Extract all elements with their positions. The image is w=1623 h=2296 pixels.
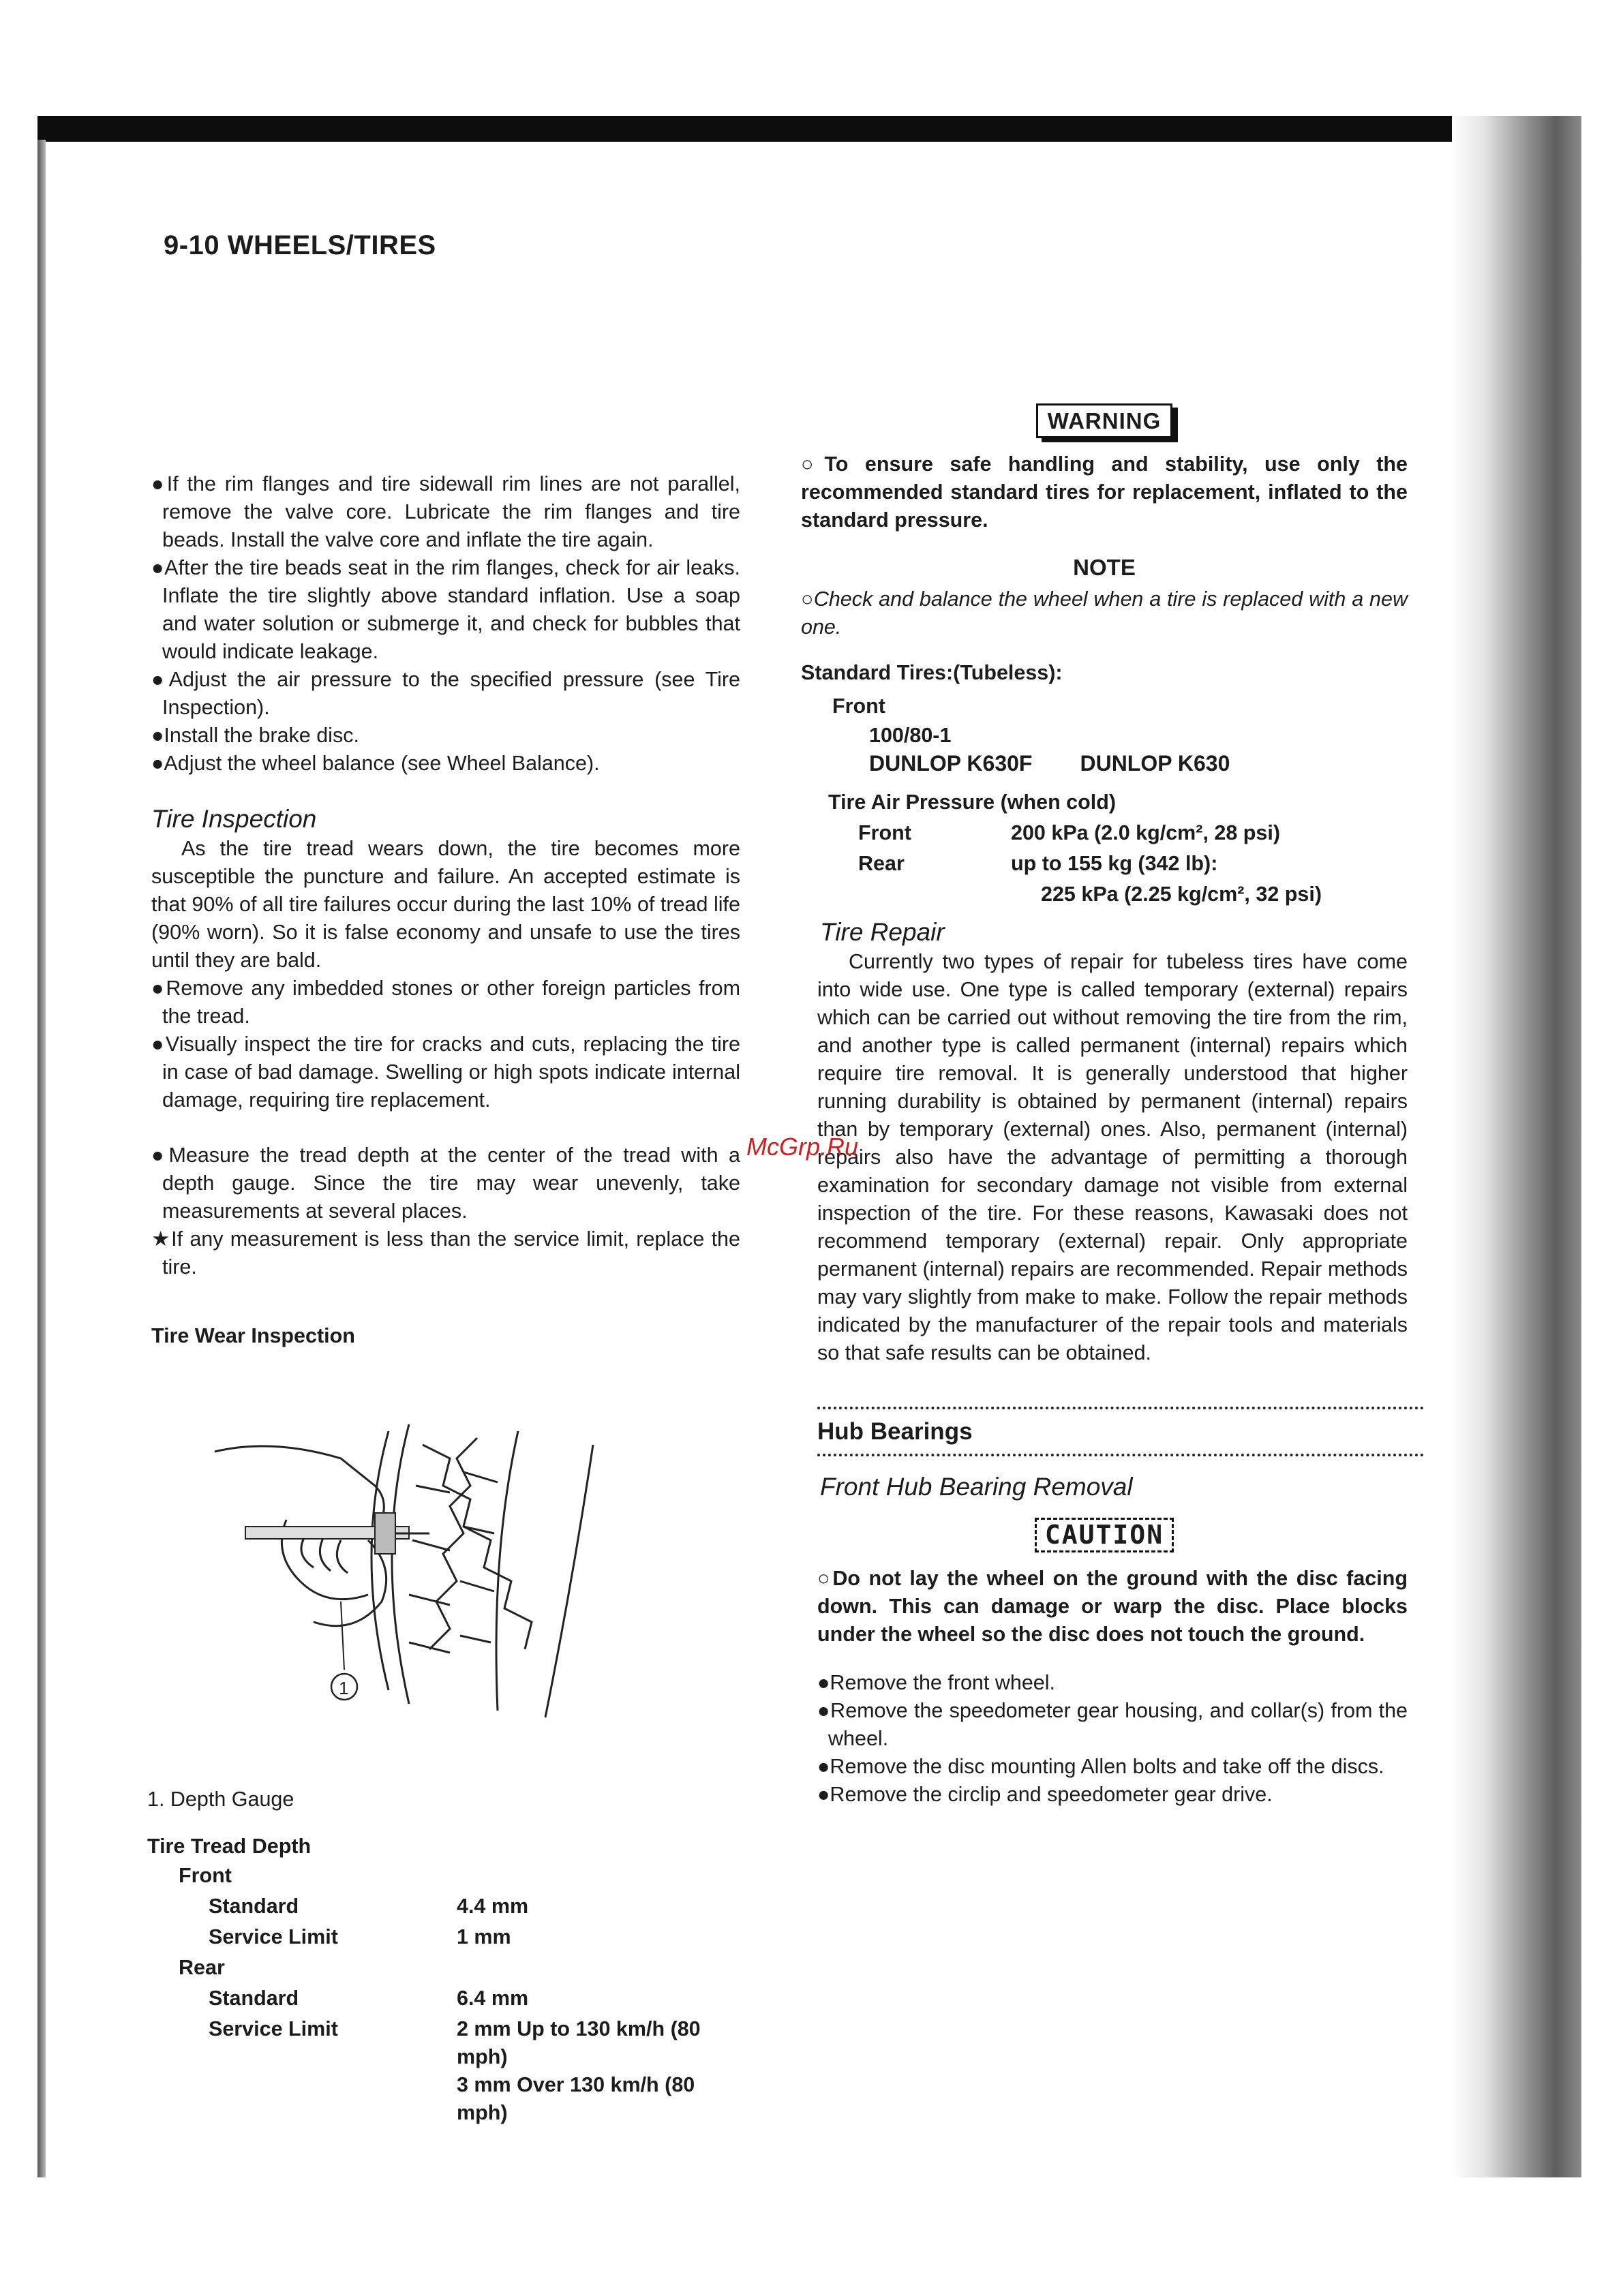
- list-item: ●Adjust the air pressure to the specified pressure (see Tire Inspection).: [151, 668, 740, 719]
- tread-depth-table: [147, 1862, 747, 2127]
- table-row: [858, 819, 1322, 850]
- note-label: NOTE: [1073, 555, 1136, 580]
- tire-sidewall-line: [496, 1431, 518, 1711]
- table-row: [147, 1893, 747, 1923]
- left-column: [151, 470, 740, 1350]
- list-item: ●Install the brake disc.: [151, 724, 359, 747]
- page-title: WHEELS/TIRES: [227, 230, 436, 260]
- warning-box-wrap: [801, 403, 1408, 438]
- pressure-rear-label: Rear: [858, 852, 905, 875]
- table-row: [147, 1985, 747, 2015]
- callout-number: 1: [339, 1678, 349, 1698]
- rear-standard-value: 6.4 mm: [457, 1987, 529, 2010]
- divider: [817, 1407, 1424, 1409]
- scan-top-border: [37, 116, 1581, 142]
- table-row: [858, 881, 1322, 911]
- tire-inspection-paragraph: As the tire tread wears down, the tire becomes more susceptible the puncture and failure. An accepted estimate is that 90% of all tire failures occur during the last 10% of tread life (90% worn). So it is false economy and unsafe to use the tires until they are bald.: [151, 837, 740, 972]
- list-item: ●Remove the front wheel.: [817, 1671, 1056, 1694]
- table-row: [147, 1862, 747, 1893]
- tread-depth-section: [147, 1786, 747, 2127]
- tire-depth-gauge-figure: [204, 1418, 613, 1731]
- list-item: ●Adjust the wheel balance (see Wheel Balance).: [151, 752, 600, 775]
- list-item: ●Remove the circlip and speedometer gear drive.: [817, 1783, 1273, 1806]
- list-item: ●Remove any imbedded stones or other foreign particles from the tread.: [151, 977, 740, 1028]
- list-item: ●Measure the tread depth at the center of the tread with a depth gauge. Since the tire may wear unevenly, take measurements at several places.: [151, 1144, 740, 1223]
- page-number: 9-10: [164, 230, 220, 260]
- rear-limit-label: Service Limit: [209, 2017, 338, 2040]
- table-row: [147, 1923, 747, 1954]
- assembly-bullets: [151, 470, 740, 778]
- front-standard-value: 4.4 mm: [457, 1895, 529, 1918]
- caution-box-wrap: [801, 1518, 1408, 1552]
- table-row: [147, 2071, 747, 2127]
- tire-repair-paragraph: Currently two types of repair for tubeless tires have come into wide use. One type is called temporary (external) repairs which can be carried out without removing the tire from the rim, and another type is called permanent (internal) repairs which require tire removal. It is generally understood that higher running durability is obtained by permanent (internal) repairs than by temporary (external) ones. Also, permanent (internal) repairs also have the advantage of permitting a thorough examination for secondary damage not visible from external inspection of the tire. For these reasons, Kawasaki does not recommend temporary (external) repair. Only appropriate permanent (internal) repairs are recommended. Repair methods may vary slightly from make to make. Follow the repair methods indicated by the manufacturer of the repair tools and materials so that safe results can be obtained.: [817, 950, 1408, 1364]
- tire-tread-pattern: [409, 1438, 532, 1653]
- front-limit-value: 1 mm: [457, 1925, 511, 1948]
- pressure-rear-value: 225 kPa (2.25 kg/cm², 32 psi): [1041, 883, 1322, 906]
- divider: [817, 1454, 1424, 1456]
- pressure-rear-value: up to 155 kg (342 lb):: [1011, 852, 1218, 875]
- rear-limit-value: 2 mm Up to 130 km/h (80 mph): [457, 2017, 701, 2068]
- warning-text: ○To ensure safe handling and stability, use only the recommended standard tires for replacement, inflated to the standard pressure.: [801, 453, 1408, 532]
- table-row: [147, 2015, 747, 2071]
- rim-line: [545, 1445, 593, 1717]
- scan-bottom-margin: [0, 2177, 1623, 2296]
- tread-depth-title: Tire Tread Depth: [147, 1835, 312, 1858]
- list-item: ●After the tire beads seat in the rim flanges, check for air leaks. Inflate the tire slightly above standard inflation. Use a soap and water solution or submerge it, and check for bubbles that would indicate leakage.: [151, 556, 740, 663]
- list-item: ●If the rim flanges and tire sidewall rim lines are not parallel, remove the valve core. Lubricate the rim flanges and tire beads. Install the valve core and inflate the tire again.: [151, 472, 740, 551]
- table-row: [147, 1954, 747, 1985]
- list-item: ●Visually inspect the tire for cracks and cuts, replacing the tire in case of bad damage. Swelling or high spots indicate internal damage, requiring tire replacement.: [151, 1032, 740, 1112]
- front-standard-label: Standard: [209, 1895, 299, 1918]
- right-column: [801, 403, 1408, 1809]
- section-title-tire-repair: Tire Repair: [820, 918, 945, 946]
- caution-label: CAUTION: [1035, 1518, 1174, 1552]
- scan-left-edge: [37, 140, 46, 2177]
- front-label: Front: [179, 1864, 232, 1887]
- list-item: ●Remove the speedometer gear housing, and collar(s) from the wheel.: [817, 1699, 1408, 1750]
- tire-pressure-title: Tire Air Pressure (when cold): [828, 791, 1117, 814]
- list-item: ★If any measurement is less than the service limit, replace the tire.: [151, 1227, 740, 1279]
- warning-label: WARNING: [1036, 403, 1173, 438]
- tire-pressure-table: [858, 819, 1322, 911]
- tire-size: 100/80-1: [869, 724, 952, 747]
- tire-model: DUNLOP K630F: [869, 751, 1033, 776]
- watermark: McGrp.Ru: [746, 1133, 859, 1161]
- section-title-front-hub-bearing-removal: Front Hub Bearing Removal: [820, 1473, 1133, 1501]
- table-row: [858, 850, 1322, 881]
- list-item: ●Remove the disc mounting Allen bolts and take off the discs.: [817, 1755, 1384, 1778]
- figure-title: Tire Wear Inspection: [151, 1324, 355, 1347]
- section-title-tire-inspection: Tire Inspection: [151, 805, 317, 833]
- tire-models: [801, 750, 1408, 778]
- standard-tires-title: Standard Tires:(Tubeless):: [801, 661, 1063, 684]
- rear-label: Rear: [179, 1956, 225, 1979]
- tire-sidewall-line: [392, 1424, 409, 1704]
- page-header: [164, 230, 436, 261]
- note-text: ○Check and balance the wheel when a tire is replaced with a new one.: [801, 587, 1408, 639]
- scan-binding-shadow: [1452, 116, 1581, 2177]
- callout-leader: [341, 1602, 344, 1670]
- rear-standard-label: Standard: [209, 1987, 299, 2010]
- front-limit-label: Service Limit: [209, 1925, 338, 1948]
- pressure-front-label: Front: [858, 821, 911, 844]
- rear-limit-value: 3 mm Over 130 km/h (80 mph): [457, 2073, 695, 2124]
- removal-steps: [801, 1669, 1408, 1809]
- hub-bearings-title: Hub Bearings: [817, 1418, 973, 1445]
- tire-model: DUNLOP K630: [1080, 751, 1230, 776]
- standard-tires-front-label: Front: [832, 694, 885, 718]
- tire-sidewall-line: [371, 1431, 389, 1690]
- figure-caption: 1. Depth Gauge: [147, 1788, 294, 1811]
- pressure-front-value: 200 kPa (2.0 kg/cm², 28 psi): [1011, 821, 1281, 844]
- caution-text: ○Do not lay the wheel on the ground with the disc facing down. This can damage or warp the disc. Place blocks under the wheel so the disc does not touch the ground.: [817, 1567, 1408, 1646]
